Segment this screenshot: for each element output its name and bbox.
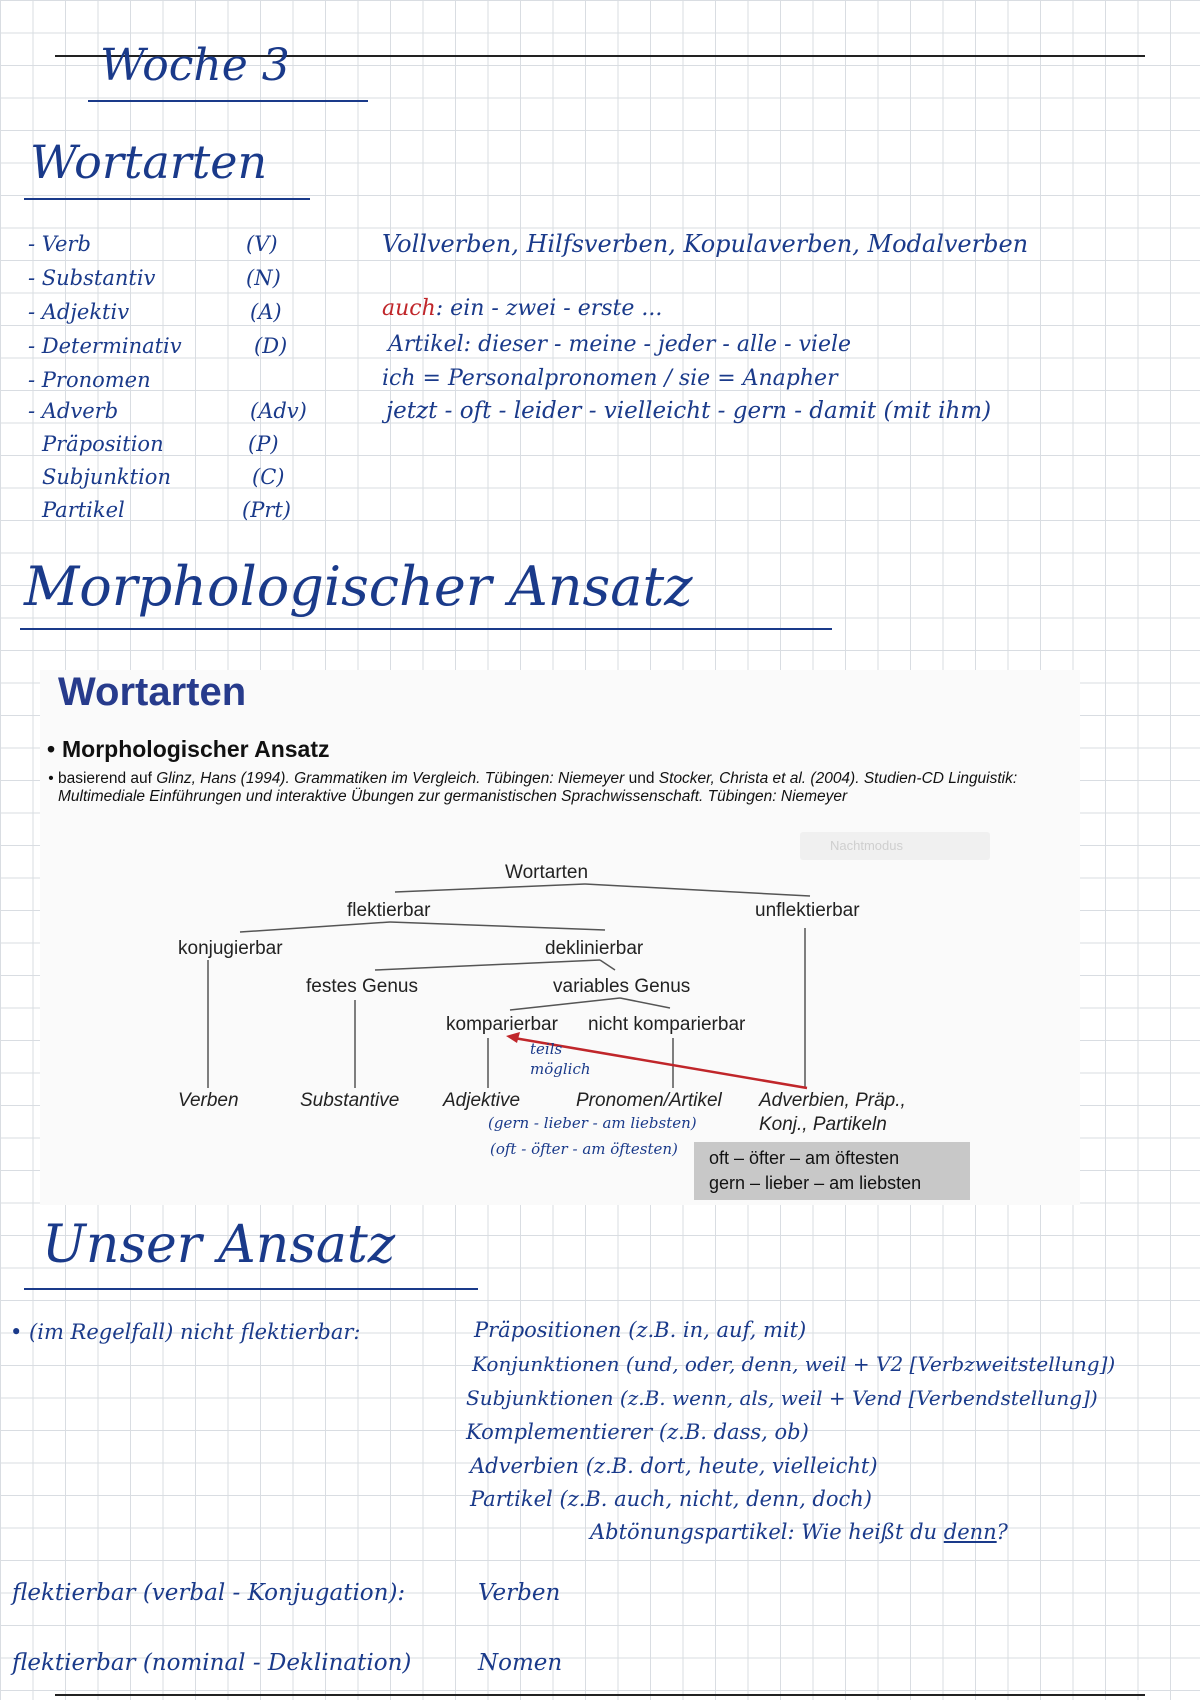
unser-item-praepositionen: Präpositionen (z.B. in, auf, mit): [474, 1318, 807, 1342]
abbr-adverb: (Adv): [250, 399, 307, 423]
list-item-subjunktion: Subjunktion: [42, 465, 171, 489]
tree-leaf-adverbien: Adverbien, Präp.,: [759, 1090, 906, 1111]
tree-node-variables-genus: variables Genus: [553, 976, 691, 997]
unser-lead: • (im Regelfall) nicht flektierbar:: [10, 1320, 361, 1344]
unser-underline: [24, 1288, 478, 1290]
flekt-nominal-value: Nomen: [478, 1650, 563, 1676]
tree-node-festes-genus: festes Genus: [306, 976, 418, 997]
abt-post: ?: [996, 1520, 1008, 1544]
tree-node-unflektierbar: unflektierbar: [755, 900, 860, 921]
bullet-dot: •: [48, 770, 54, 787]
unser-item-konjunktionen: Konjunktionen (und, oder, denn, weil + V2 [Verbzweitstellung]): [472, 1352, 1116, 1376]
week-heading: Woche 3: [100, 40, 290, 91]
unser-item-adverbien: Adverbien (z.B. dort, heute, vielleicht): [470, 1454, 878, 1478]
list-item-praeposition: Präposition: [42, 432, 164, 456]
unser-abtoenung: [590, 1520, 1008, 1544]
note-adverb: jetzt - oft - leider - vielleicht - gern - damit (mit ihm): [386, 398, 992, 424]
hw-oft: (oft - öfter - am öftesten): [490, 1140, 678, 1158]
tree-leaf-verben: Verben: [178, 1090, 239, 1111]
abbr-partikel: (Prt): [242, 498, 291, 522]
abt-word: denn: [943, 1520, 997, 1544]
note-artikel: Artikel: dieser - meine - jeder - alle - viele: [388, 332, 852, 357]
list-item-verb: - Verb: [28, 232, 91, 256]
abbr-praeposition: (P): [248, 432, 279, 456]
note-ich: ich = Personalpronomen / sie = Anapher: [382, 366, 838, 391]
flekt-verbal: flektierbar (verbal - Konjugation):: [12, 1580, 406, 1606]
ref-und: und: [624, 770, 659, 787]
list-item-substantiv: - Substantiv: [28, 266, 156, 290]
unser-heading: Unser Ansatz: [42, 1215, 396, 1275]
tree-node-flektierbar: flektierbar: [347, 900, 431, 921]
tree-node-nicht-komparierbar: nicht komparierbar: [588, 1014, 746, 1035]
tree-node-root: Wortarten: [505, 862, 589, 883]
note-auch-rest: : ein - zwei - erste ...: [435, 296, 663, 321]
tree-node-deklinierbar: deklinierbar: [545, 938, 644, 959]
nachtmodus-badge: Nachtmodus: [800, 832, 990, 860]
note-verbs: Vollverben, Hilfsverben, Kopulaverben, Modalverben: [382, 230, 1029, 258]
ref-glinz: Glinz, Hans (1994). Grammatiken im Vergleich. Tübingen: Niemeyer: [156, 770, 625, 787]
abbr-adjektiv: (A): [250, 300, 282, 324]
list-item-partikel: Partikel: [42, 498, 125, 522]
note-auch: [382, 296, 662, 321]
list-item-adjektiv: - Adjektiv: [28, 300, 130, 324]
flekt-nominal: flektierbar (nominal - Deklination): [12, 1650, 412, 1676]
wortarten-underline: [24, 198, 310, 200]
abbr-verb: (V): [246, 232, 278, 256]
unser-item-partikel: Partikel (z.B. auch, nicht, denn, doch): [470, 1487, 872, 1511]
morph-underline: [20, 628, 832, 630]
hw-teils: teils: [530, 1040, 563, 1058]
tree-node-komparierbar: komparierbar: [446, 1014, 558, 1035]
slide-title: Wortarten: [58, 670, 247, 714]
lecture-slide: [40, 670, 1080, 1205]
week-underline: [88, 100, 368, 102]
list-item-pronomen: - Pronomen: [28, 368, 151, 392]
ref-stocker: Stocker, Christa et al. (2004). Studien-CD Linguistik: Multimediale Einführungen und interaktive Übungen zur germanistischen Sprachwissenschaft. Tübingen: Niemeyer: [58, 770, 1018, 805]
abt-pre: Abtönungspartikel: Wie heißt du: [590, 1520, 944, 1544]
hw-gern: (gern - lieber - am liebsten): [488, 1114, 697, 1132]
tree-leaf-adverbien-2: Konj., Partikeln: [759, 1114, 887, 1135]
slide-bullet-1-text: Morphologischer Ansatz: [62, 736, 330, 762]
bullet-dot: •: [46, 736, 56, 762]
abbr-substantiv: (N): [246, 266, 281, 290]
comparison-line-2: gern – lieber – am liebsten: [709, 1173, 922, 1193]
ref-intro: basierend auf: [58, 770, 157, 787]
unser-item-subjunktionen: Subjunktionen (z.B. wenn, als, weil + Vend [Verbendstellung]): [466, 1386, 1098, 1410]
abbr-subjunktion: (C): [252, 465, 285, 489]
list-item-adverb: - Adverb: [28, 399, 119, 423]
comparison-box: [694, 1142, 970, 1200]
morph-heading: Morphologischer Ansatz: [24, 555, 693, 618]
tree-leaf-adjektive: Adjektive: [443, 1090, 521, 1111]
comparison-line-1: oft – öfter – am öftesten: [709, 1148, 900, 1168]
unser-item-komplementierer: Komplementierer (z.B. dass, ob): [466, 1420, 809, 1444]
tree-leaf-substantive: Substantive: [300, 1090, 400, 1111]
tree-leaf-pronomen: Pronomen/Artikel: [576, 1090, 722, 1111]
wortarten-heading: Wortarten: [30, 135, 268, 189]
flekt-verbal-value: Verben: [478, 1580, 561, 1606]
note-auch-word: auch: [382, 296, 436, 321]
abbr-determinativ: (D): [254, 334, 288, 358]
hw-moeglich: möglich: [530, 1060, 591, 1078]
tree-node-konjugierbar: konjugierbar: [178, 938, 283, 959]
bottom-margin-line: [55, 1694, 1145, 1696]
list-item-determinativ: - Determinativ: [28, 334, 182, 358]
